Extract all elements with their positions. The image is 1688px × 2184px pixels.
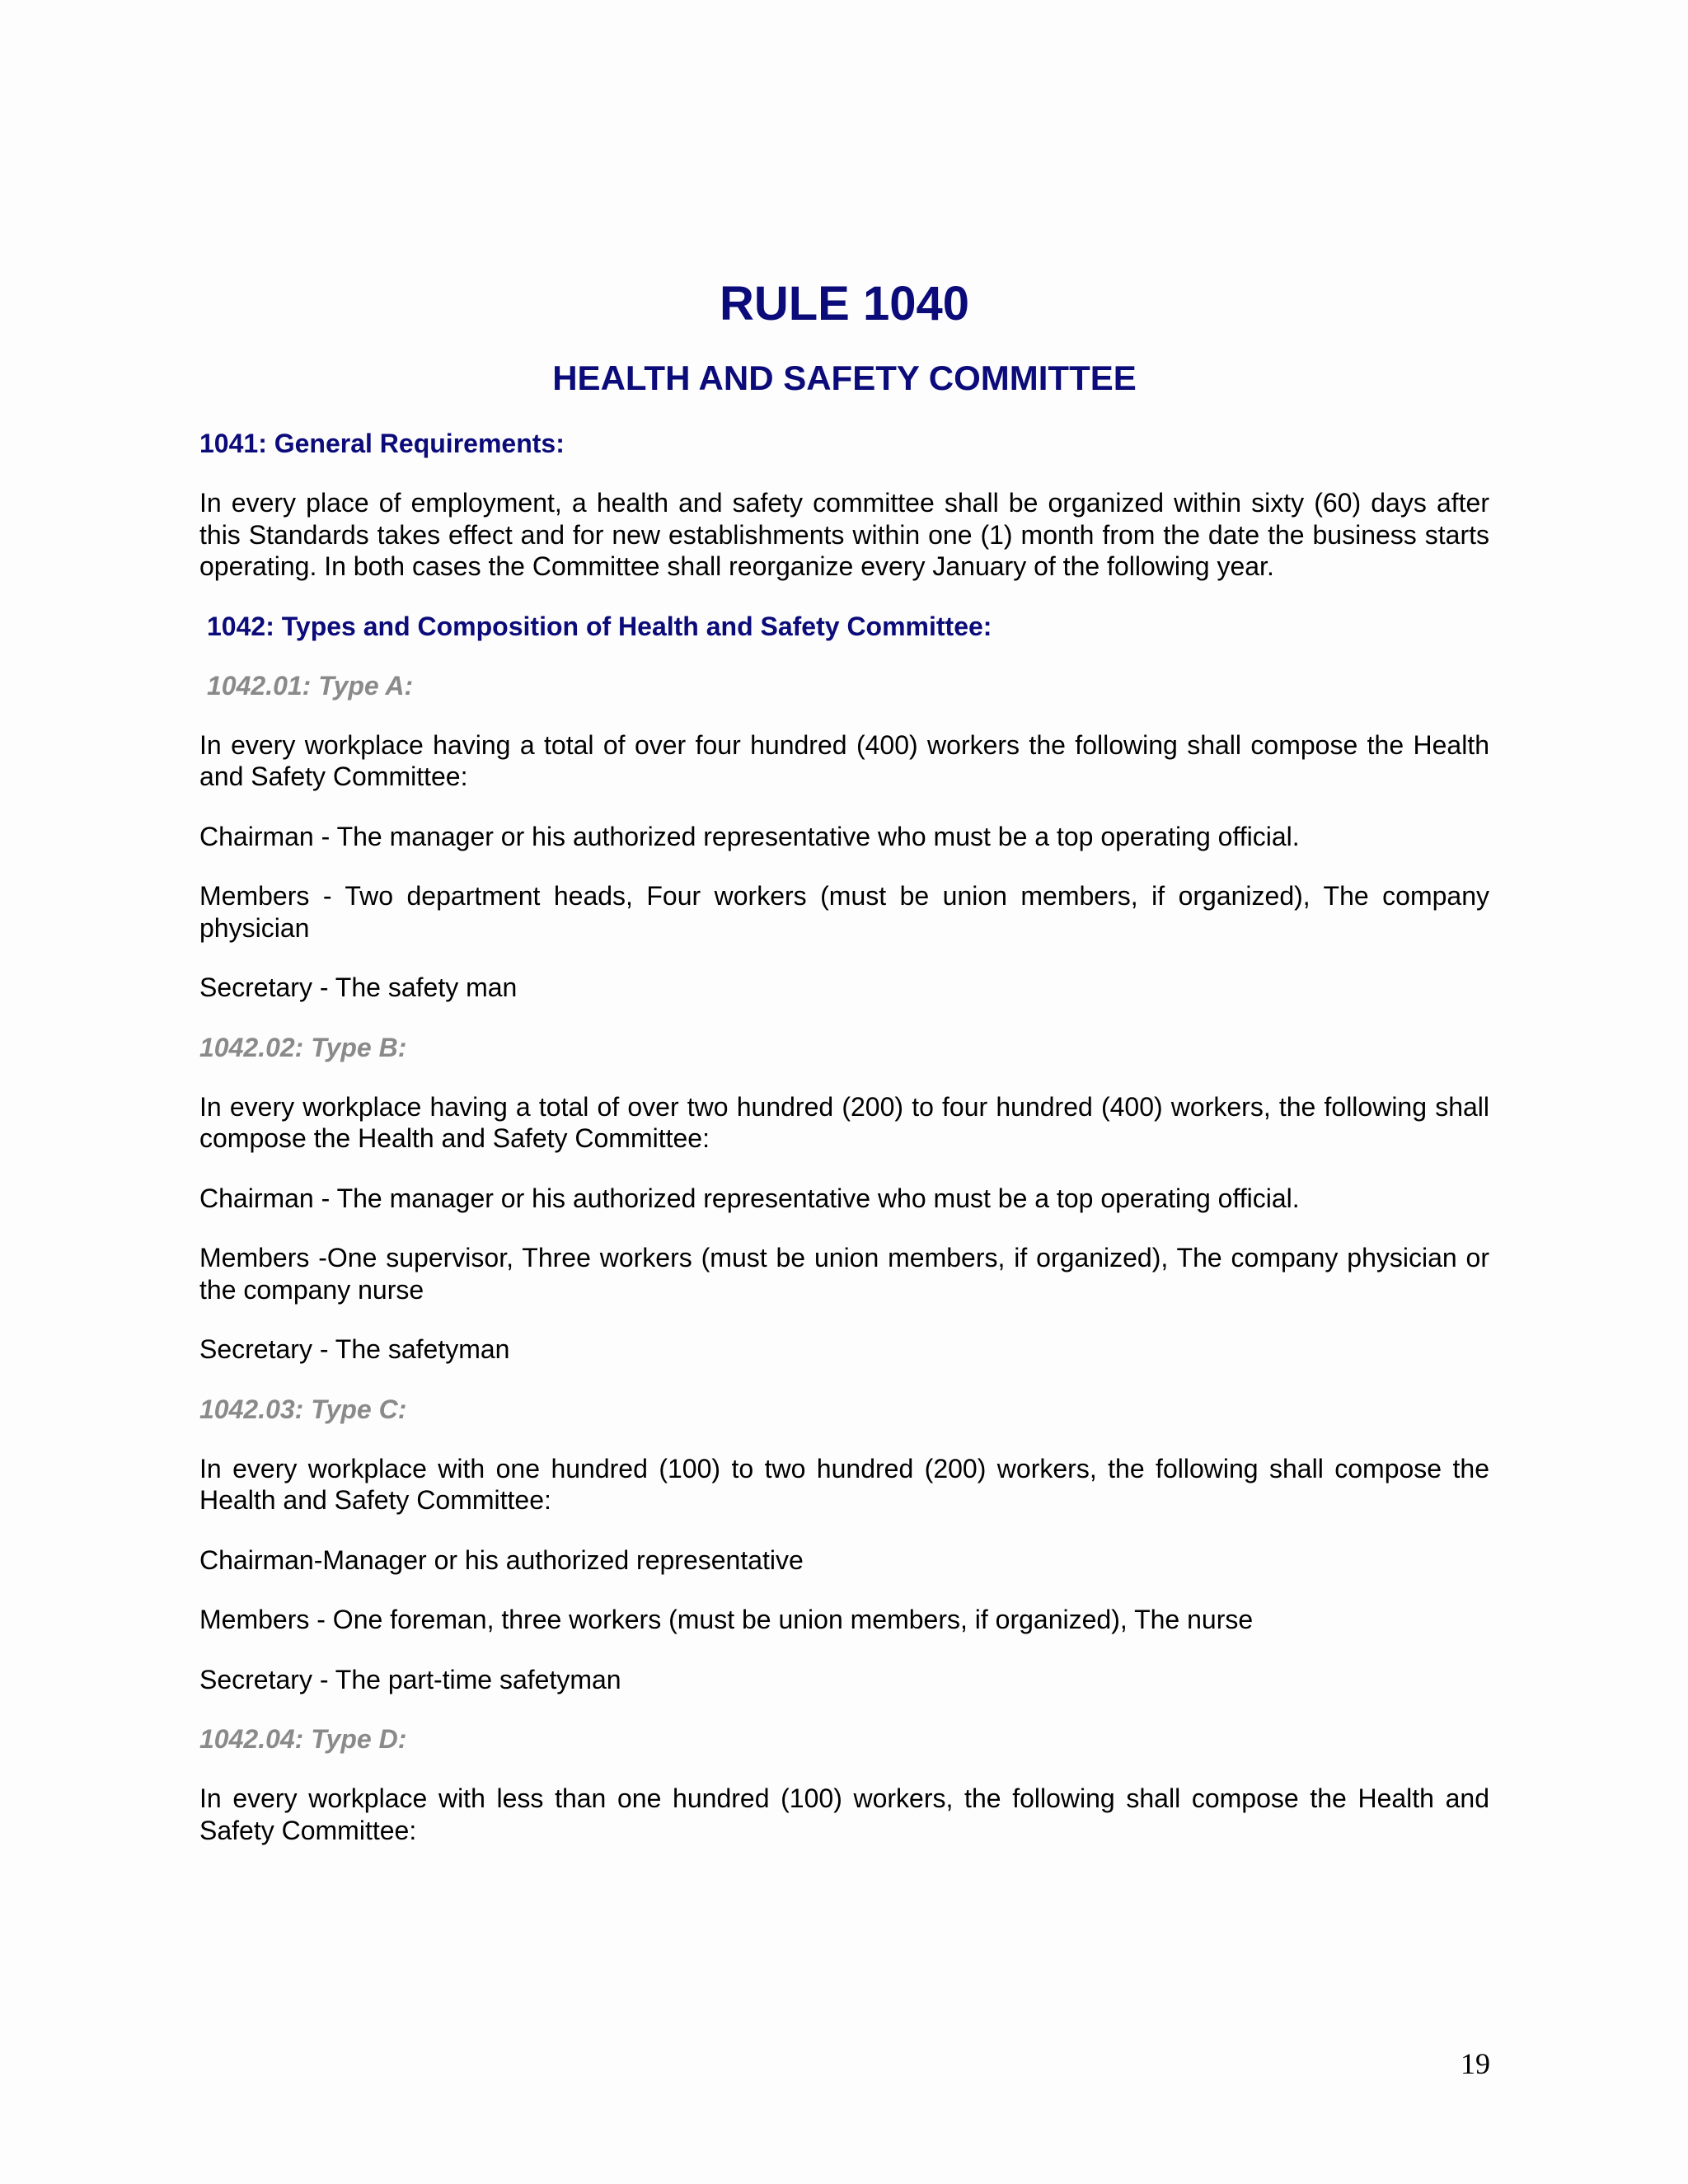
type-c-members: Members - One foreman, three workers (must be union members, if organized), The nurse bbox=[199, 1605, 1254, 1634]
type-c-description: In every workplace with one hundred (100) to two hundred (200) workers, the following shall compose the Health and Safety Committee: bbox=[199, 1453, 1489, 1515]
type-b-description: In every workplace having a total of over two hundred (200) to four hundred (400) workers, the following shall compose the Health and Safety Committee: bbox=[199, 1091, 1489, 1153]
subsection-heading-type-a: 1042.01: Type A: bbox=[207, 670, 414, 701]
section-heading-1041: 1041: General Requirements: bbox=[199, 429, 565, 458]
type-d-description: In every workplace with less than one hundred (100) workers, the following shall compose the Health and Safety Committee: bbox=[199, 1783, 1489, 1845]
subsection-heading-type-b: 1042.02: Type B: bbox=[199, 1032, 407, 1062]
subsection-heading-type-d: 1042.04: Type D: bbox=[199, 1724, 407, 1754]
type-c-chairman: Chairman-Manager or his authorized representative bbox=[199, 1544, 804, 1575]
subsection-heading-type-c: 1042.03: Type C: bbox=[199, 1394, 407, 1424]
type-c-secretary: Secretary - The part-time safetyman bbox=[199, 1664, 621, 1694]
type-a-secretary: Secretary - The safety man bbox=[199, 972, 518, 1002]
type-b-members: Members -One supervisor, Three workers (must be union members, if organized), The company physician or the company nurse bbox=[199, 1243, 1489, 1305]
type-b-secretary: Secretary - The safetyman bbox=[199, 1334, 510, 1364]
page-number: 19 bbox=[1461, 2047, 1490, 2080]
section-heading-1042: 1042: Types and Composition of Health and Safety Committee: bbox=[207, 611, 992, 641]
type-b-chairman: Chairman - The manager or his authorized representative who must be a top operating official. bbox=[199, 1183, 1300, 1213]
type-a-members: Members - Two department heads, Four workers (must be union members, if organized), The company physician bbox=[199, 881, 1489, 943]
page-content bbox=[199, 277, 1489, 1874]
type-a-description: In every workplace having a total of over four hundred (400) workers the following shall compose the Health and Safety Committee: bbox=[199, 729, 1489, 791]
paragraph-general-requirements: In every place of employment, a health and safety committee shall be organized within sixty (60) days after this Standards takes effect and for new establishments within one (1) month from the date the business starts operating. In both cases the Committee shall reorganize every January of the following year. bbox=[199, 488, 1489, 581]
rule-title: RULE 1040 bbox=[719, 277, 970, 330]
rule-subtitle: HEALTH AND SAFETY COMMITTEE bbox=[552, 359, 1137, 397]
type-a-chairman: Chairman - The manager or his authorized representative who must be a top operating official. bbox=[199, 821, 1300, 851]
